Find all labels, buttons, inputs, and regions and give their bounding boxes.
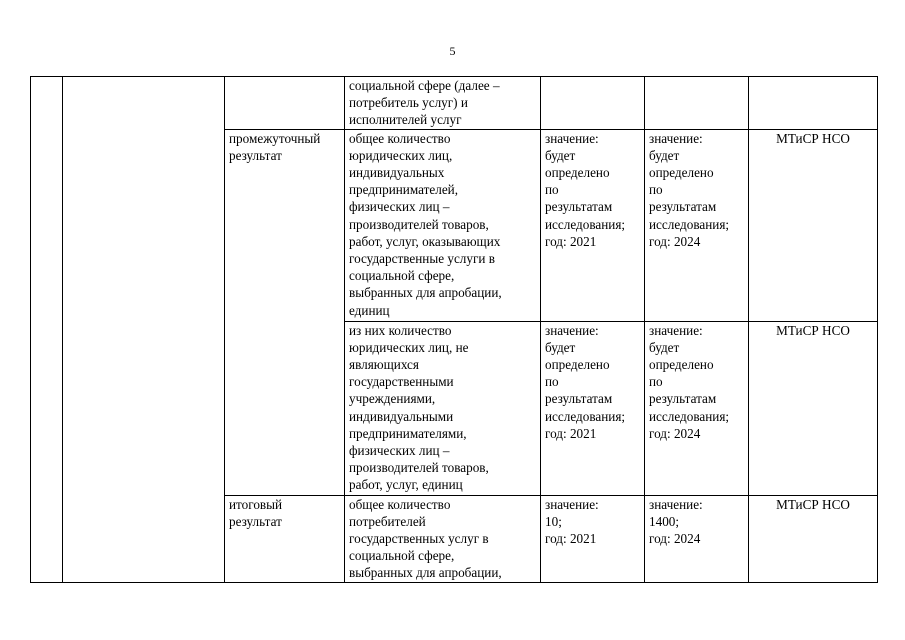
stage-cell: [225, 77, 345, 130]
page-number: 5: [449, 44, 456, 58]
stage-cell: промежуточный результат: [225, 129, 345, 495]
indicator-cell: из них количество юридических лиц, не являющихся государственными учреждениями, индивидуальными предпринимателями, физических лиц – производителей товаров, работ, услуг, единиц: [345, 321, 541, 495]
indicator-cell: социальной сфере (далее – потребитель услуг) и исполнителей услуг: [345, 77, 541, 130]
indicators-table: [30, 76, 878, 583]
indicator-cell: общее количество потребителей государственных услуг в социальной сфере, выбранных для апробации,: [345, 495, 541, 582]
value-2024-cell: значение: 1400; год: 2024: [645, 495, 749, 582]
value-2021-cell: значение: 10; год: 2021: [541, 495, 645, 582]
responsible-cell: МТиСР НСО: [749, 129, 878, 321]
value-2021-cell: [541, 77, 645, 130]
value-2021-cell: значение: будет определено по результатам исследования; год: 2021: [541, 129, 645, 321]
value-2024-cell: значение: будет определено по результатам исследования; год: 2024: [645, 129, 749, 321]
responsible-cell: [749, 77, 878, 130]
value-2024-cell: [645, 77, 749, 130]
blank-cell: [63, 77, 225, 583]
responsible-cell: МТиСР НСО: [749, 495, 878, 582]
table-row: [31, 77, 878, 130]
indicator-cell: общее количество юридических лиц, индивидуальных предпринимателей, физических лиц – производителей товаров, работ, услуг, оказывающих государственные услуги в социальной сфере, выбранных для апробации, единиц: [345, 129, 541, 321]
blank-cell: [31, 77, 63, 583]
stage-cell: итоговый результат: [225, 495, 345, 582]
value-2021-cell: значение: будет определено по результатам исследования; год: 2021: [541, 321, 645, 495]
responsible-cell: МТиСР НСО: [749, 321, 878, 495]
value-2024-cell: значение: будет определено по результатам исследования; год: 2024: [645, 321, 749, 495]
